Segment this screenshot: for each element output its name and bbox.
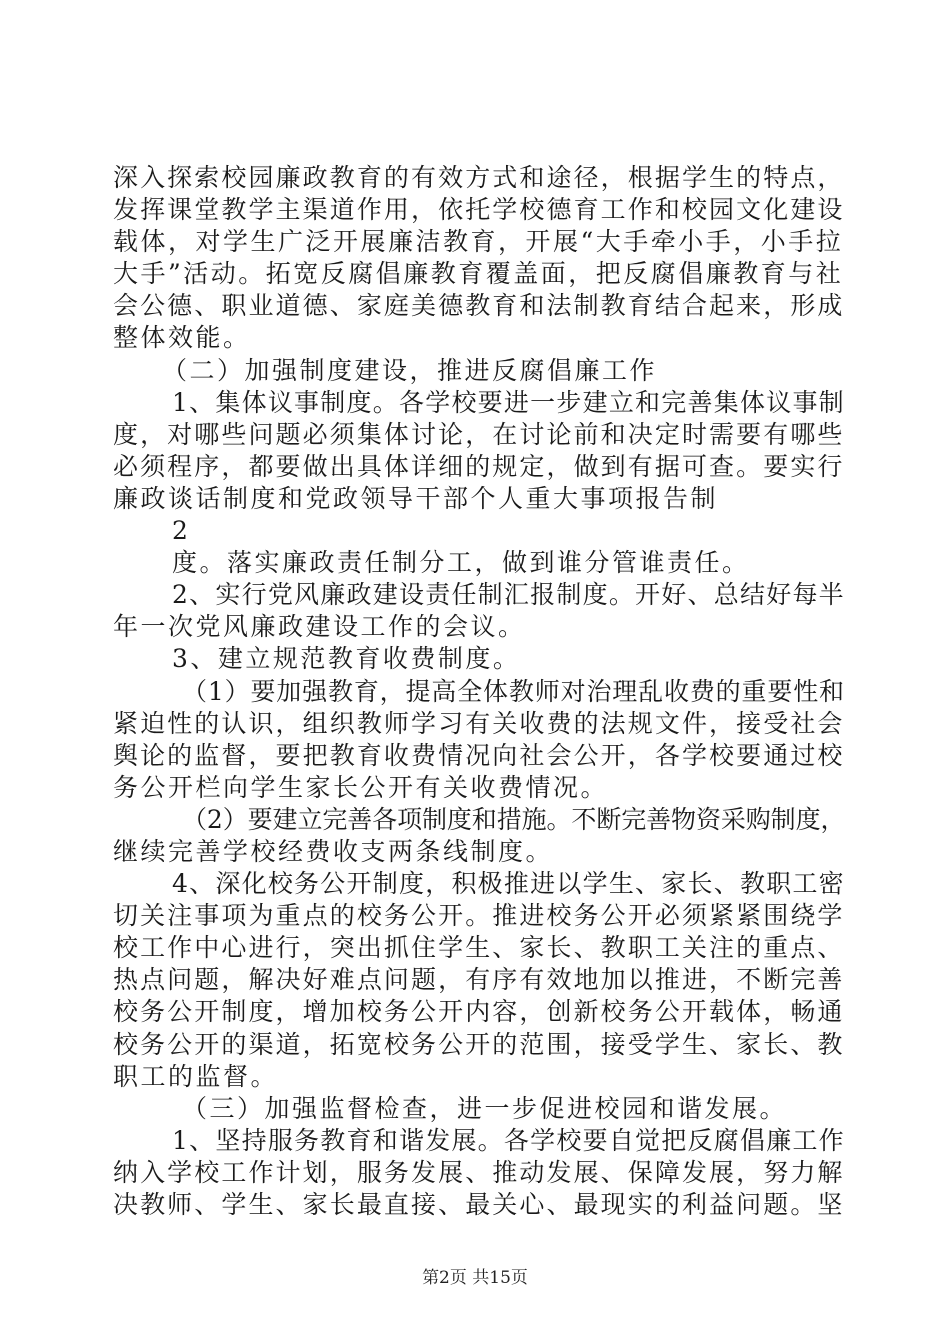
text-line: 校工作中心进行，突出抓住学生、家长、教职工关注的重点、 (113, 933, 845, 962)
text-line: 发挥课堂教学主渠道作用，依托学校德育工作和校园文化建设 (113, 195, 845, 224)
text-line: 切关注事项为重点的校务公开。推进校务公开必须紧紧围绕学 (113, 901, 845, 930)
text-line: 纳入学校工作计划，服务发展、推动发展、保障发展，努力解 (113, 1158, 845, 1187)
text-line: 整体效能。 (113, 323, 251, 352)
text-line: （1）要加强教育，提高全体教师对治理乱收费的重要性和 (182, 677, 845, 706)
text-line: 紧迫性的认识，组织教师学习有关收费的法规文件，接受社会 (113, 709, 845, 738)
text-line: 继续完善学校经费收支两条线制度。 (113, 837, 554, 866)
section-heading: （三）加强监督检查，进一步促进校园和谐发展。 (182, 1094, 788, 1123)
text-line: 廉政谈话制度和党政领导干部个人重大事项报告制 (113, 484, 719, 513)
text-line: 3、建立规范教育收费制度。 (172, 644, 521, 673)
text-line: 热点问题，解决好难点问题，有序有效地加以推进，不断完善 (113, 965, 845, 994)
text-line: 决教师、学生、家长最直接、最关心、最现实的利益问题。坚 (113, 1190, 845, 1219)
text-line: 舆论的监督，要把教育收费情况向社会公开，各学校要通过校 (113, 741, 845, 770)
text-line: 校务公开的渠道，拓宽校务公开的范围，接受学生、家长、教 (113, 1030, 845, 1059)
page-break-number: 2 (172, 516, 191, 545)
text-line: 校务公开制度，增加校务公开内容，创新校务公开载体，畅通 (113, 997, 845, 1026)
text-line: 度。落实廉政责任制分工，做到谁分管谁责任。 (172, 548, 750, 577)
text-line: 度，对哪些问题必须集体讨论，在讨论前和决定时需要有哪些 (113, 420, 845, 449)
text-line: 职工的监督。 (113, 1062, 279, 1091)
text-line: 务公开栏向学生家长公开有关收费情况。 (113, 773, 609, 802)
text-line: 深入探索校园廉政教育的有效方式和途径，根据学生的特点， (113, 163, 845, 192)
text-line: 大手”活动。拓宽反腐倡廉教育覆盖面，把反腐倡廉教育与社 (113, 259, 844, 288)
text-line: 2、实行党风廉政建设责任制汇报制度。开好、总结好每半 (172, 580, 845, 609)
text-line: 年一次党风廉政建设工作的会议。 (113, 612, 526, 641)
text-line: （2）要建立完善各项制度和措施。不断完善物资采购制度， (182, 805, 846, 834)
section-heading: （二）加强制度建设，推进反腐倡廉工作 (162, 356, 658, 385)
text-line: 必须程序，都要做出具体详细的规定，做到有据可查。要实行 (113, 452, 845, 481)
text-line: 1、集体议事制度。各学校要进一步建立和完善集体议事制 (172, 388, 845, 417)
text-line: 会公德、职业道德、家庭美德教育和法制教育结合起来，形成 (113, 291, 845, 320)
page-footer: 第2页 共15页 (422, 1268, 528, 1288)
text-line: 4、深化校务公开制度，积极推进以学生、家长、教职工密 (172, 869, 845, 898)
text-line: 载体，对学生广泛开展廉洁教育，开展“大手牵小手，小手拉 (113, 227, 844, 256)
text-line: 1、坚持服务教育和谐发展。各学校要自觉把反腐倡廉工作 (172, 1126, 845, 1155)
